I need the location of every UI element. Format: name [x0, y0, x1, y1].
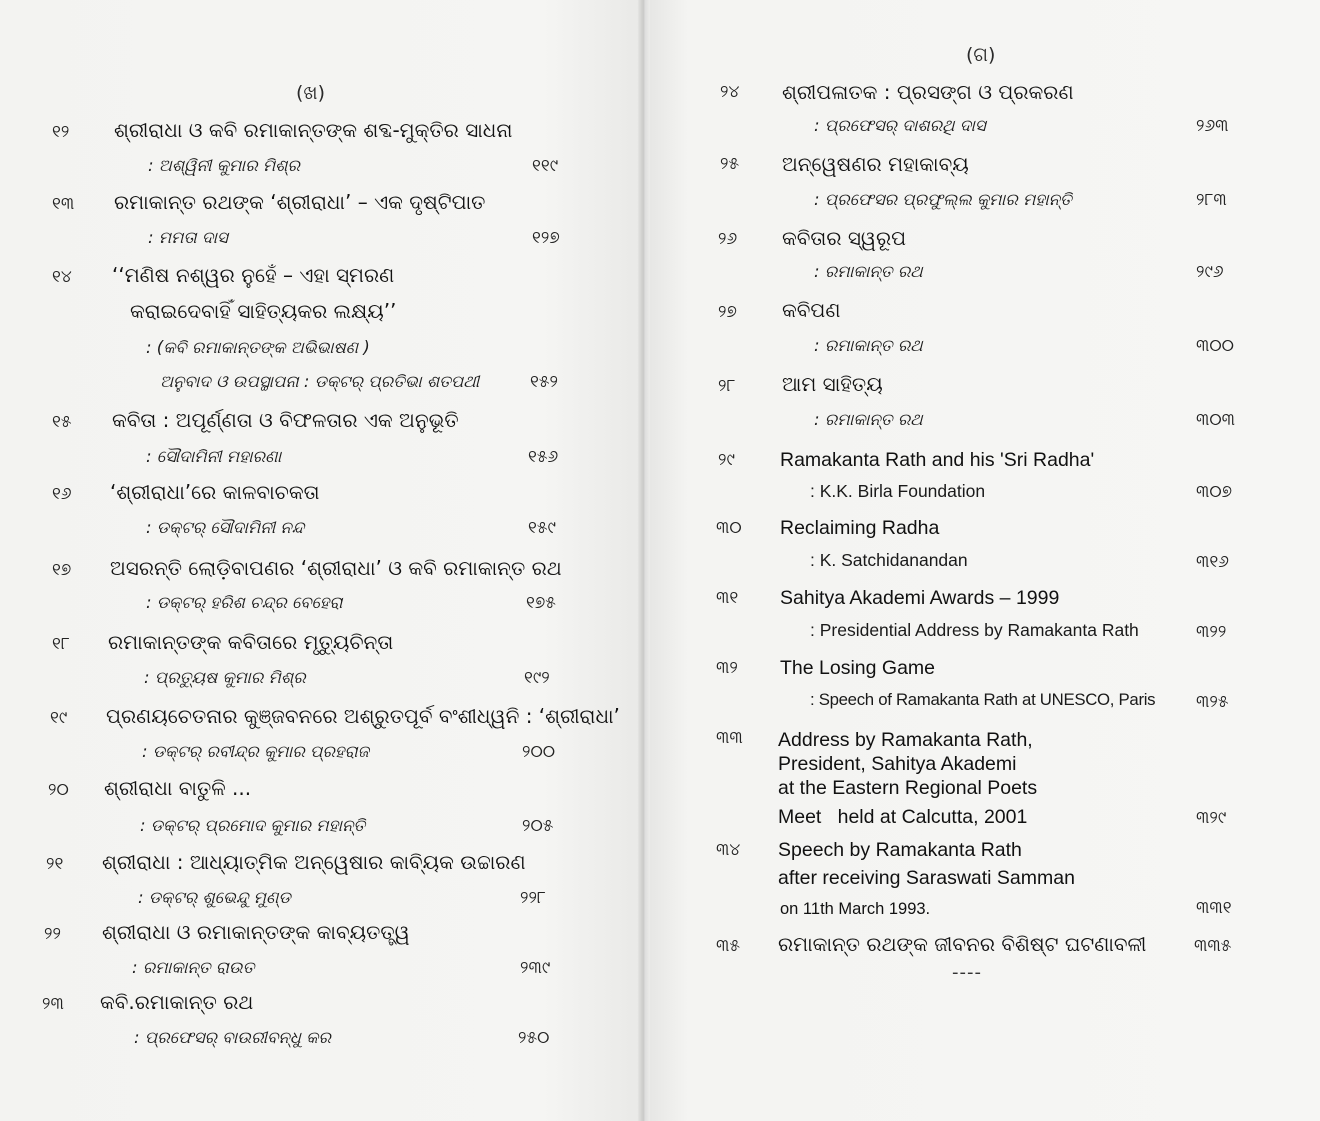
entry-title: କବିତା : ଅପୂର୍ଣ୍ଣତା ଓ ବିଫଳତାର ଏକ ଅନୁଭୂତି [112, 408, 459, 432]
entry-title: ରମାକାନ୍ତ ରଥଙ୍କ ‘ଶ୍ରୀରାଧା’ – ଏକ ଦୃଷ୍ଟିପାତ [114, 190, 486, 214]
entry-author: : ଡକ୍ଟର୍ ପ୍ରମୋଦ କୁମାର ମହାନ୍ତି [140, 816, 366, 835]
entry-author: : ସୌଦାମିନୀ ମହାରଣା [146, 447, 282, 466]
right-page-label: (ଗ) [966, 44, 996, 66]
entry-author: : ଡକ୍ଟର୍ ହରିଶ ଚନ୍ଦ୍ର ବେହେରା [146, 593, 343, 612]
entry-page-number: ୩୨୨ [1196, 622, 1227, 642]
entry-page-number: ୨୫୦ [518, 1028, 550, 1048]
entry-number: ୧୨ [52, 122, 70, 142]
entry-author: : K.K. Birla Foundation [810, 481, 986, 501]
entry-title: କବିତାର ସ୍ୱରୂପ [782, 226, 907, 250]
entry-page-number: ୨୦୦ [522, 742, 556, 762]
entry-number: ୨୬ [718, 229, 738, 249]
entry-title: ପ୍ରଣୟଚେତନାର କୁଞ୍ଜବନରେ ଅଶ୍ରୁତପୂର୍ବ ବଂଶୀଧ୍ୱନି : ‘ଶ୍ରୀରାଧା’ [106, 704, 620, 728]
entry-page-number: ୨୩୯ [520, 958, 551, 978]
entry-author: : K. Satchidanandan [810, 550, 968, 570]
entry-title: ଅନ୍ୱେଷଣର ମହାକାବ୍ୟ [782, 152, 969, 176]
entry-number: ୨୮ [718, 376, 736, 396]
entry-page-number: ୩୧୬ [1196, 552, 1229, 572]
entry-number: ୩୫ [716, 936, 740, 956]
entry-title-line-1: Address by Ramakanta Rath, [778, 729, 1033, 751]
entry-page-number: ୧୫୯ [528, 518, 556, 538]
entry-title: ଶ୍ରୀରାଧା ଓ କବି ରମାକାନ୍ତଙ୍କ ଶବ୍ଦ-ମୁକ୍ତିର ସାଧନା [114, 118, 513, 142]
entry-page-number: ୧୧୯ [532, 156, 559, 176]
entry-number: ୩୪ [716, 840, 741, 860]
entry-number: ୨୦ [48, 780, 69, 800]
entry-number: ୨୪ [720, 82, 740, 102]
entry-page-number: ୩୨୫ [1196, 692, 1229, 712]
entry-title: ଶ୍ରୀପଳାତକ : ପ୍ରସଙ୍ଗ ଓ ପ୍ରକରଣ [782, 80, 1074, 104]
entry-title-line-4: Meet held at Calcutta, 2001 [778, 806, 1028, 828]
entry-title: ଅସରନ୍ତି ଲୋଡ଼ିବାପଣର ‘ଶ୍ରୀରାଧା’ ଓ କବି ରମାକାନ୍ତ ରଥ [110, 556, 562, 580]
entry-title: ଆମ ସାହିତ୍ୟ [782, 372, 883, 396]
entry-page-number: ୩୩୧ [1196, 898, 1232, 918]
entry-page-number: ୧୭୫ [526, 593, 556, 613]
entry-page-number: ୨୮୩ [1196, 190, 1227, 210]
entry-title: ରମାକାନ୍ତଙ୍କ କବିତାରେ ମୃତ୍ୟୁଚିନ୍ତା [108, 630, 394, 654]
entry-author: : ପ୍ରତ୍ୟୁଷ କୁମାର ମିଶ୍ର [144, 668, 306, 687]
entry-page-number: ୧୨୭ [532, 228, 560, 248]
entry-number: ୨୭ [718, 302, 737, 322]
entry-number: ୨୧ [46, 854, 64, 874]
entry-author: : ପ୍ରଫେସର୍ ଦାଶରଥି ଦାସ [814, 116, 986, 135]
entry-author: : Presidential Address by Ramakanta Rath [810, 620, 1139, 640]
entry-number: ୧୭ [52, 560, 72, 580]
entry-author: : ପ୍ରଫେସର ପ୍ରଫୁଲ୍ଲ କୁମାର ମହାନ୍ତି [814, 190, 1072, 209]
entry-number: ୩୦ [716, 518, 742, 538]
entry-author: : ରମାକାନ୍ତ ରଥ [814, 410, 923, 429]
entry-author: : Speech of Ramakanta Rath at UNESCO, Paris [810, 690, 1156, 709]
entry-number: ୨୨ [44, 924, 61, 944]
entry-title-line-1: Speech by Ramakanta Rath [778, 839, 1022, 861]
entry-title-line-3: on 11th March 1993. [780, 900, 931, 918]
book-spine-fold [638, 0, 650, 1121]
entry-title: Reclaiming Radha [780, 517, 940, 539]
entry-author: : ଅଶ୍ୱିନୀ କୁମାର ମିଶ୍ର [148, 156, 300, 175]
entry-title-line-2: କରାଇଦେବାହିଁ ସାହିତ୍ୟକର ଲକ୍ଷ୍ୟ’’ [130, 299, 397, 323]
entry-author: : ଡକ୍ଟର୍ ରବୀନ୍ଦ୍ର କୁମାର ପ୍ରହରାଜ [142, 742, 369, 761]
end-rule: ---- [952, 962, 982, 983]
entry-page-number: ୨୨୮ [520, 888, 546, 908]
entry-page-number: ୨୦୫ [522, 816, 554, 836]
entry-page-number: ୨୬୩ [1196, 116, 1229, 136]
entry-title-line-2: after receiving Saraswati Samman [778, 867, 1075, 889]
entry-page-number: ୩୦୩ [1196, 410, 1236, 430]
entry-author: : ମମତା ଦାସ [148, 228, 228, 247]
entry-number: ୨୯ [718, 450, 735, 470]
entry-number: ୨୩ [42, 994, 64, 1014]
entry-title-line-2: President, Sahitya Akademi [778, 753, 1017, 775]
entry-number: ୧୩ [52, 194, 75, 214]
entry-number: ୧୯ [50, 708, 68, 728]
entry-title: କବିପଣ [782, 298, 841, 322]
entry-page-number: ୧୫୬ [528, 447, 559, 467]
entry-translator: ଅନୁବାଦ ଓ ଉପସ୍ଥାପନା : ଡକ୍ଟର୍ ପ୍ରତିଭା ଶତପଥୀ [160, 372, 480, 391]
entry-author: : ପ୍ରଫେସର୍ ବାଉରୀବନ୍ଧୁ କର [134, 1028, 331, 1047]
entry-page-number: ୧୯୨ [524, 668, 550, 688]
entry-title: ‘ଶ୍ରୀରାଧା’ରେ କାଳବାଚକତା [110, 480, 320, 504]
entry-page-number: ୨୯୬ [1196, 262, 1224, 282]
entry-title: ଶ୍ରୀରାଧା : ଆଧ୍ୟାତ୍ମିକ ଅନ୍ୱେଷାର କାବ୍ୟିକ ଉଚ୍ଚାରଣ [102, 850, 526, 874]
entry-number: ୧୬ [52, 484, 72, 504]
entry-author: : ରମାକାନ୍ତ ରଥ [814, 336, 923, 355]
entry-number: ୧୪ [52, 267, 72, 287]
entry-title: ‘‘ମଣିଷ ନଶ୍ୱର ନୁହେଁ – ଏହା ସ୍ମରଣ [112, 263, 395, 287]
entry-title: ରମାକାନ୍ତ ରଥଙ୍କ ଜୀବନର ବିଶିଷ୍ଟ ଘଟଣାବଳୀ [778, 932, 1147, 956]
entry-author: : (କବି ରମାକାନ୍ତଙ୍କ ଅଭିଭାଷଣ ) [146, 338, 370, 357]
entry-page-number: ୩୩୫ [1194, 936, 1232, 956]
entry-title: ଶ୍ରୀରାଧା ଓ ରମାକାନ୍ତଙ୍କ କାବ୍ୟତତ୍ତ୍ୱ [102, 920, 410, 944]
entry-number: ୧୮ [52, 634, 70, 654]
entry-author: : ଡକ୍ଟର୍ ସୌଦାମିନୀ ନନ୍ଦ [146, 518, 305, 537]
entry-title: କବି.ରମାକାନ୍ତ ରଥ [100, 990, 254, 1014]
entry-page-number: ୩୦୭ [1196, 482, 1233, 502]
entry-page-number: ୧୫୨ [530, 372, 558, 392]
entry-number: ୧୫ [52, 412, 72, 432]
entry-author: : ରମାକାନ୍ତ ରାଉତ [132, 958, 255, 977]
entry-title: ଶ୍ରୀରାଧା ବାତୁଳି ... [104, 776, 252, 800]
entry-number: ୩୩ [716, 728, 743, 748]
entry-page-number: ୩୦୦ [1196, 336, 1234, 356]
left-page-label: (ଖ) [296, 82, 326, 104]
entry-title-line-3: at the Eastern Regional Poets [778, 777, 1038, 799]
entry-author: : ଡକ୍ଟର୍ ଶୁଭେନ୍ଦୁ ମୁଣ୍ଡ [138, 888, 291, 907]
entry-number: ୩୧ [716, 588, 739, 608]
entry-author: : ରମାକାନ୍ତ ରଥ [814, 262, 923, 281]
entry-title: Sahitya Akademi Awards – 1999 [780, 587, 1060, 609]
entry-title: Ramakanta Rath and his 'Sri Radha' [780, 449, 1095, 471]
entry-number: ୨୫ [720, 154, 740, 174]
entry-number: ୩୨ [716, 658, 738, 678]
entry-page-number: ୩୨୯ [1196, 808, 1227, 828]
entry-title: The Losing Game [780, 657, 936, 679]
